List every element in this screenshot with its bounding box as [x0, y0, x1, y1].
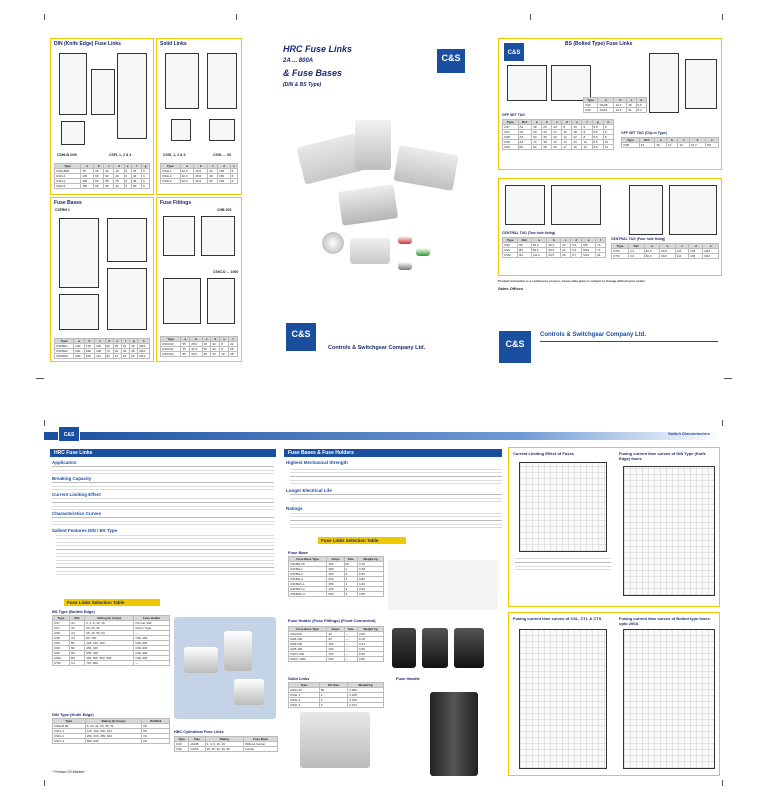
fuse-links-photo [174, 617, 276, 719]
bolted-fusing-curve-chart [623, 629, 715, 769]
logo-text: C&S [291, 329, 311, 339]
brand-logo [58, 426, 80, 442]
crop-mark [722, 420, 723, 426]
section-header: Switch Disconnectors [668, 431, 710, 436]
crop-mark [44, 780, 45, 786]
brand-logo [285, 322, 317, 352]
panel-title: DIN (Knife Edge) Fuse Links [54, 41, 121, 47]
tag-drawing [629, 185, 663, 235]
drawing-label: CSSL ... 00 [213, 153, 232, 157]
company-name: Controls & Switchgear Company Ltd. [328, 345, 426, 351]
fuse-holder-photo [392, 628, 416, 668]
bs-fuse-links-panel [498, 38, 722, 170]
fuse-link-image [296, 133, 363, 184]
header-band [44, 432, 722, 440]
text-block [52, 517, 274, 525]
text-block [290, 512, 502, 528]
logo-text: C&S [441, 53, 461, 63]
cover-title: HRC Fuse Links [283, 44, 353, 54]
cover-title-2: & Fuse Bases [283, 68, 343, 78]
fuse-holder-table: Fuse Base Type Amps Size Weight kg CSKC00 32 — 0.06 CHB 100 63 — 0.18 CHB 200 100 — 0.24 CHB 400 200 — 0.35 CSKC 630 400 — 0.50 CSKC 1000 630 — 0.80 [288, 626, 384, 662]
din-fusing-curve-chart [623, 466, 715, 596]
link-drawing [165, 53, 199, 109]
heading: Highest Mechanical Strength [286, 460, 348, 465]
fuse-item [184, 647, 218, 673]
company-name: Controls & Switchgear Company Ltd. [540, 332, 647, 338]
link-drawing [171, 119, 191, 141]
brand-logo [498, 330, 532, 364]
panel-title: Fuse Fittings [160, 200, 192, 206]
crop-mark [44, 420, 45, 426]
cartridge-fuse-image [398, 236, 412, 244]
solid-link-photo [300, 712, 370, 768]
heading: Characteristics Curves [52, 511, 102, 516]
heading: Application [52, 460, 77, 465]
table-title: DIN Type (Knife Edge) [52, 712, 94, 717]
heading: Longer Electrical Life [286, 488, 332, 493]
fuse-holder-photo [454, 628, 484, 668]
chart-title: Current Limiting Effect of Fuses [513, 451, 574, 456]
section-label: CENTRAL TAG (Four hole fixing) [611, 237, 666, 241]
cover-range: 2A ... 800A [283, 58, 314, 64]
text-block [290, 494, 502, 502]
logo-text: C&S [63, 432, 75, 438]
fuse-link-image [350, 238, 390, 264]
heading: Breaking Capacity [52, 476, 92, 481]
section-label: OFF SET TAG (Clip in Type) [621, 131, 667, 135]
fuse-fittings-panel [156, 197, 242, 362]
divider [540, 341, 718, 342]
cartridge-fuse-image [416, 248, 430, 256]
tag-drawing [669, 185, 717, 235]
sales-offices-heading: Sales Offices [498, 286, 524, 291]
table-title: Fuse Handle [396, 676, 420, 681]
drawing-label: CSFBH 1 [55, 208, 70, 212]
solid-links-table: Type Kit Size Weight kg CSSL 00 00 0.065 CSSL 1 1 0.165 CSSL 2 2 0.216 CSSL 3 3 0.373 [288, 682, 384, 708]
crop-mark [724, 378, 732, 379]
feature-list [56, 535, 274, 575]
csl-fusing-curve-chart [519, 629, 607, 769]
section-label: OFF SET TAG [502, 113, 525, 117]
tag-drawing [505, 185, 545, 225]
product-note: Product Innovation is a continuous process, hence data given is subject to change without prior notice [498, 279, 646, 283]
table-title: Fuse Base [288, 550, 309, 555]
crop-mark [530, 14, 531, 20]
brand-logo [436, 48, 466, 74]
base-drawing [107, 268, 147, 330]
table-title: BS Type (Bolted Edge) [52, 609, 95, 614]
bs-drawing [685, 59, 717, 109]
fuse-drawing [59, 53, 87, 115]
logo-text: C&S [505, 339, 525, 349]
heading: Ratings [286, 506, 303, 511]
brand-logo [503, 42, 525, 62]
panel-title: Solid Links [160, 41, 187, 47]
fuse-link-image [393, 145, 458, 191]
section-bar: HRC Fuse Links [50, 449, 276, 457]
link-drawing [207, 53, 237, 109]
dimension-table: Type Ref. a b c d e f g h CS7 A1 48 29 13 8 15 6 5.5 6 CS7 A2 54 30 17 10 18 8 5.5 8 CS8 A3 64 35 20 12 22 8 6.5 8 CS8 A4 73 38 23 14 25 10 6.5 10 CS9 B1 82 48 29 17 30 12 8.5 12 [502, 119, 614, 150]
logo-text: C&S [507, 50, 521, 56]
crop-mark [236, 14, 237, 20]
drawing-label: CSSL 1, 2 & 3 [163, 153, 186, 157]
fuse-bases-panel [50, 197, 154, 362]
text-block [52, 498, 274, 510]
fuse-link-image [338, 184, 398, 225]
curves-panel-bottom [508, 612, 720, 776]
fuse-item [224, 631, 252, 671]
section-label: CENTRAL TAG (Two hole fixing) [502, 231, 556, 235]
tag-drawing [551, 185, 601, 225]
heading: Salient Features DIN / BS Type [52, 528, 118, 533]
sales-offices-list [498, 292, 722, 326]
central-tag-panel [498, 178, 722, 276]
chart-title: Fusing current time curves of Bolted type fuses upto 200A [619, 616, 710, 626]
drawing-label: CSHLB 0/00 [57, 153, 77, 157]
text-block [290, 466, 502, 484]
fuse-drawing [117, 53, 147, 139]
footnote: * Product ISI Marked [52, 770, 85, 774]
fuse-cap-image [322, 232, 344, 254]
text-block [52, 466, 274, 474]
link-drawing [209, 119, 235, 141]
chart-title: Fusing current time curves of CSL, CTL & CTS [513, 616, 602, 621]
crop-mark [36, 378, 44, 379]
dimension-table: Type a b c d e f g CSHLB00 78 49 30 15 6 35 6 CSFL1 135 68 52 20 6 40 6 CSFL2 150 68 58 25 6 48 6 CSFL3 150 68 68 32 6 60 6 [54, 163, 150, 189]
chart-note [515, 558, 611, 570]
panel-title: BS (Bolted Type) Fuse Links [565, 41, 633, 47]
fuse-drawing [91, 69, 115, 115]
fuse-handle-photo [430, 692, 478, 776]
drawing-label: CSKCO ... 1000 [213, 270, 239, 274]
crop-mark [722, 780, 723, 786]
bs-selection-table: Type Ref. Rating (In Amps) Fuse Holder CS7 A1 2, 4, 6, 10, 16 CS Cat. Ref. CS7 A2 20, 25, 32 Clip-in Type CS8 A3 35, 40, 50, 63 — CS8 A4 80, 100 CSF-100 CS9 B1 125, 160, 200 CSF-200 CSK B2 250, 315 CSF-315 CSK B3 355, 400 CSF-400 CSM B4 450, 500, 560, 630 CSF-630 CTM C1 710, 800 — [52, 615, 170, 666]
selection-table-bar: Fuse Links Selection Table [318, 537, 406, 544]
chart-title: Fusing current time curves of DIN Type (Knife Edge) fuses [619, 451, 706, 461]
table-title: Solid Links [288, 676, 310, 681]
base-drawing [107, 218, 147, 262]
fuse-drawing [61, 121, 85, 145]
fitting-drawing [163, 216, 195, 256]
heading: Current Limiting Effect [52, 492, 101, 497]
fuse-holder-photo [422, 628, 448, 668]
dimension-table: Type a b c d e CSSL1 62.0 20.0 40 135 6 CSSL2 62.0 25.0 48 150 6 CSSL3 62.0 32.0 60 150 6 [160, 163, 238, 184]
dimension-table: Type a b c d e f CSKC00 55 28.0 35 32 8 22 CSKC01 75 31.5 35 42 8 25 CSKC02 85 45.0 40 52 10 28 [160, 336, 238, 357]
fuse-link-image [355, 120, 391, 170]
table-title: HBC Cylindrical Fuse Links [174, 730, 224, 734]
fitting-drawing [163, 278, 201, 324]
drawing-label: CHB 200 [217, 208, 232, 212]
cylindrical-table: Type Size Rating Fuse Base CSF 10x38 2, 4, 6, 10, 16 Without Carrier CSF 14x51 20, 25, 32, 40, 50 Carrier [174, 736, 278, 752]
fitting-drawing [207, 278, 235, 324]
dimension-table: Type a b c d e f g h CSFBH1 240 178 100 60 35 62 40 M10 CSFBH2 260 198 108 72 40 62 48 M10 CSFBH3 290 218 112 84 44 62 60 M12 [54, 338, 150, 359]
table-title: Fuse Holder (Fuse Fittings) (Front Connected) [288, 618, 376, 623]
base-drawing [59, 218, 99, 288]
cartridge-fuse-image [398, 262, 412, 270]
section-bar: Fuse Bases & Fuse Holders [284, 449, 502, 457]
bs-drawing [649, 53, 679, 113]
fuse-base-photo [388, 560, 498, 610]
solid-links-panel [156, 38, 242, 195]
dimension-table: Type a b c d CSF 10x38 10.3 38 5.6 CSF 14x51 14.3 51 8.2 [583, 97, 647, 113]
dimension-table: Type Ref. a b c d e CSB F1 36 13 10 10.7 8.8 [621, 137, 719, 148]
fuse-base-table: Fuse Base Type Amps Size Weight kg CSFBH-00 160 00 0.15 CSFBH-1 250 1 0.38 CSFBH-2 400 2 0.60 CSFBH-3 630 3 0.80 CSFBHV-1 250 1 0.40 CSFBHV-2 400 2 0.62 CSFBHV-3 630 3 0.85 [288, 556, 384, 597]
drawing-label: CSFL 1, 2 & 3 [109, 153, 132, 157]
cover-subtitle: (DIN & BS Type) [283, 82, 322, 88]
din-fuse-links-panel [50, 38, 154, 195]
panel-title: Fuse Bases [54, 200, 82, 206]
dimension-table: Type Ref. a b c d e f CSK B2 86.0 59.0 22 6.6 M8 73 CSK B3 86.0 59.0 22 6.6 M10 73 CSM B4 111.0 63.5 26 8.7 M10 94 [502, 237, 606, 258]
fitting-drawing [201, 216, 235, 256]
dimension-table: Type Ref. a b c d e CTM C1 82.0 60.0 111 133 M10 CTM C2 82.0 60.0 111 133 M12 [611, 243, 719, 259]
selection-table-bar: Fuse Links Selection Table [64, 599, 160, 606]
curves-panel-top [508, 447, 720, 607]
base-drawing [59, 294, 99, 330]
current-limiting-chart [519, 462, 607, 552]
din-selection-table: Type Rating (In Amps) ISI Mark CSHLB 00 6, 10, 16, 20, 25, 32 ISI CSFL 1 125, 160, 200, 224 ISI CSFL 2 250, 315, 355, 400 ISI CSFL 3 500, 630 ISI [52, 718, 170, 744]
text-block [52, 482, 274, 490]
crop-mark [44, 14, 45, 20]
crop-mark [722, 14, 723, 20]
bs-drawing [507, 65, 547, 101]
bs-drawing [551, 65, 591, 101]
fuse-item [234, 679, 264, 705]
